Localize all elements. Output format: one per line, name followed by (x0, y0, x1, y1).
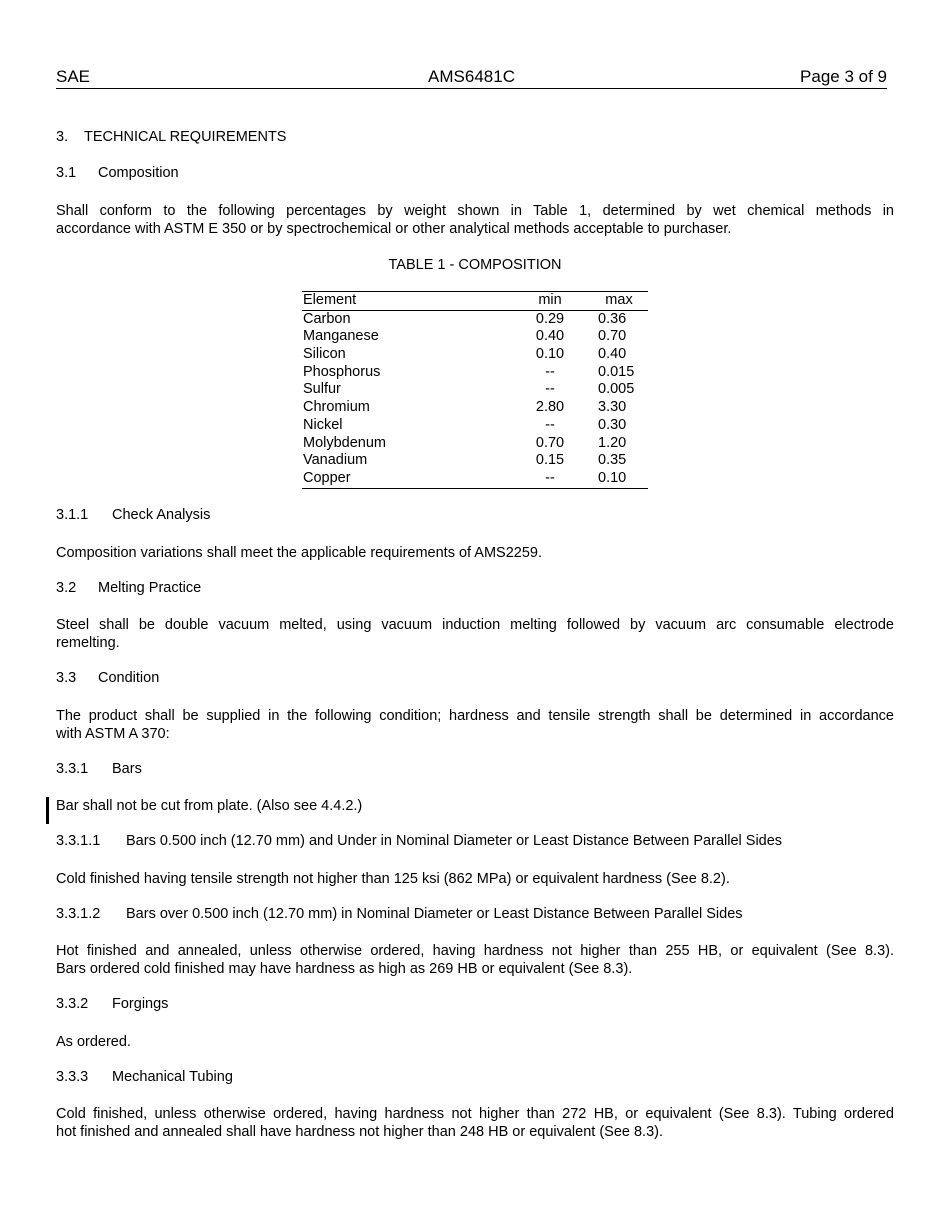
section-3-3-1-2-text (56, 942, 894, 978)
min-cell: -- (545, 469, 555, 486)
section-title: Melting Practice (98, 580, 202, 596)
min-cell: -- (545, 416, 555, 433)
section-title: Condition (98, 670, 160, 686)
min-cell: 0.10 (535, 346, 565, 363)
section-3-heading (56, 129, 286, 145)
table-row (302, 381, 648, 399)
section-number: 3.3.3 (56, 1069, 89, 1085)
element-cell: Molybdenum (303, 434, 387, 451)
table-row (302, 346, 648, 364)
section-number: 3.1.1 (56, 507, 89, 523)
section-3-3-heading (56, 670, 159, 686)
element-cell: Manganese (303, 328, 379, 345)
section-3-3-2-text: As ordered. (56, 1034, 131, 1050)
element-cell: Copper (303, 469, 351, 486)
section-3-3-2-heading (56, 996, 168, 1012)
section-3-3-text (56, 707, 894, 743)
element-cell: Sulfur (303, 381, 341, 398)
section-number: 3.3.2 (56, 996, 89, 1012)
text-line: Hot finished and annealed, unless otherwise ordered, having hardness not higher than 255 HB, or equivalent (See 8.3). (56, 943, 894, 959)
header-page-number: Page 3 of 9 (800, 67, 887, 86)
section-3-3-3-heading (56, 1069, 233, 1085)
header-doc-number: AMS6481C (428, 67, 515, 86)
section-3-1-heading (56, 165, 179, 181)
section-3-1-text (56, 202, 894, 238)
table-row (302, 399, 648, 417)
text-line: with ASTM A 370: (56, 726, 170, 742)
section-title: Forgings (112, 996, 169, 1012)
section-title: TECHNICAL REQUIREMENTS (84, 129, 287, 145)
section-3-3-1-1-text: Cold finished having tensile strength not higher than 125 ksi (862 MPa) or equivalent hardness (See 8.2). (56, 871, 730, 887)
table-row (302, 328, 648, 346)
section-title: Check Analysis (112, 507, 211, 523)
text-line: hot finished and annealed shall have hardness not higher than 248 HB or equivalent (See 8.3). (56, 1124, 664, 1140)
table-row (302, 417, 648, 435)
section-3-2-text (56, 616, 894, 652)
element-cell: Phosphorus (303, 363, 381, 380)
table-title: TABLE 1 - COMPOSITION (388, 257, 562, 273)
section-number: 3.3 (56, 670, 77, 686)
max-cell: 0.35 (598, 452, 627, 469)
element-cell: Silicon (303, 346, 346, 363)
section-3-1-1-text: Composition variations shall meet the applicable requirements of AMS2259. (56, 545, 543, 561)
text-line: Steel shall be double vacuum melted, using vacuum induction melting followed by vacuum arc consumable electrode (56, 617, 894, 633)
revision-change-bar (46, 797, 49, 824)
table-header-row (302, 292, 648, 311)
column-header: min (538, 292, 562, 308)
max-cell: 0.70 (598, 328, 627, 345)
element-cell: Chromium (303, 399, 370, 416)
column-header: max (605, 292, 633, 308)
table-row (302, 470, 648, 488)
page-header (56, 67, 887, 89)
section-number: 3.2 (56, 580, 77, 596)
column-header: Element (303, 292, 357, 308)
max-cell: 0.015 (598, 363, 635, 380)
text-line: The product shall be supplied in the following condition; hardness and tensile strength shall be determined in accordance (56, 708, 894, 724)
element-cell: Vanadium (303, 452, 368, 469)
min-cell: 0.29 (535, 310, 565, 327)
max-cell: 0.36 (598, 310, 627, 327)
min-cell: 0.40 (535, 328, 565, 345)
section-number: 3.3.1.2 (56, 906, 101, 922)
text-line: Bars ordered cold finished may have hardness as high as 269 HB or equivalent (See 8.3). (56, 961, 633, 977)
element-cell: Nickel (303, 416, 343, 433)
max-cell: 0.40 (598, 346, 627, 363)
max-cell: 0.10 (598, 469, 627, 486)
section-title: Composition (98, 165, 179, 181)
section-3-3-3-text (56, 1105, 894, 1141)
table-row (302, 435, 648, 453)
section-3-3-1-2-heading (56, 906, 743, 922)
min-cell: 2.80 (535, 399, 565, 416)
section-3-3-1-1-heading (56, 833, 782, 849)
section-title: Bars 0.500 inch (12.70 mm) and Under in Nominal Diameter or Least Distance Between Parallel Sides (126, 833, 783, 849)
table-row (302, 452, 648, 470)
header-org: SAE (56, 67, 91, 86)
max-cell: 3.30 (598, 399, 627, 416)
section-title: Bars over 0.500 inch (12.70 mm) in Nominal Diameter or Least Distance Between Parallel Sides (126, 906, 743, 922)
section-number: 3.1 (56, 165, 77, 181)
max-cell: 0.30 (598, 416, 627, 433)
table-row (302, 311, 648, 329)
section-3-2-heading (56, 580, 201, 596)
min-cell: 0.70 (535, 434, 565, 451)
min-cell: -- (545, 363, 555, 380)
text-line: accordance with ASTM E 350 or by spectrochemical or other analytical methods acceptable to purchaser. (56, 221, 732, 237)
text-line: Cold finished, unless otherwise ordered, having hardness not higher than 272 HB, or equivalent (See 8.3). Tubing ordered (56, 1106, 894, 1122)
text-line: Shall conform to the following percentages by weight shown in Table 1, determined by wet chemical methods in (56, 203, 894, 219)
section-3-1-1-heading (56, 507, 210, 523)
section-number: 3.3.1.1 (56, 833, 101, 849)
section-title: Bars (112, 761, 142, 777)
section-title: Mechanical Tubing (112, 1069, 233, 1085)
section-number: 3. (56, 129, 69, 145)
composition-table (302, 291, 648, 489)
section-3-3-1-heading (56, 761, 142, 777)
table-row (302, 364, 648, 382)
element-cell: Carbon (303, 310, 351, 327)
min-cell: -- (545, 381, 555, 398)
min-cell: 0.15 (535, 452, 565, 469)
section-3-3-1-text: Bar shall not be cut from plate. (Also see 4.4.2.) (56, 798, 363, 814)
max-cell: 1.20 (598, 434, 627, 451)
max-cell: 0.005 (598, 381, 635, 398)
section-number: 3.3.1 (56, 761, 89, 777)
text-line: remelting. (56, 635, 120, 651)
